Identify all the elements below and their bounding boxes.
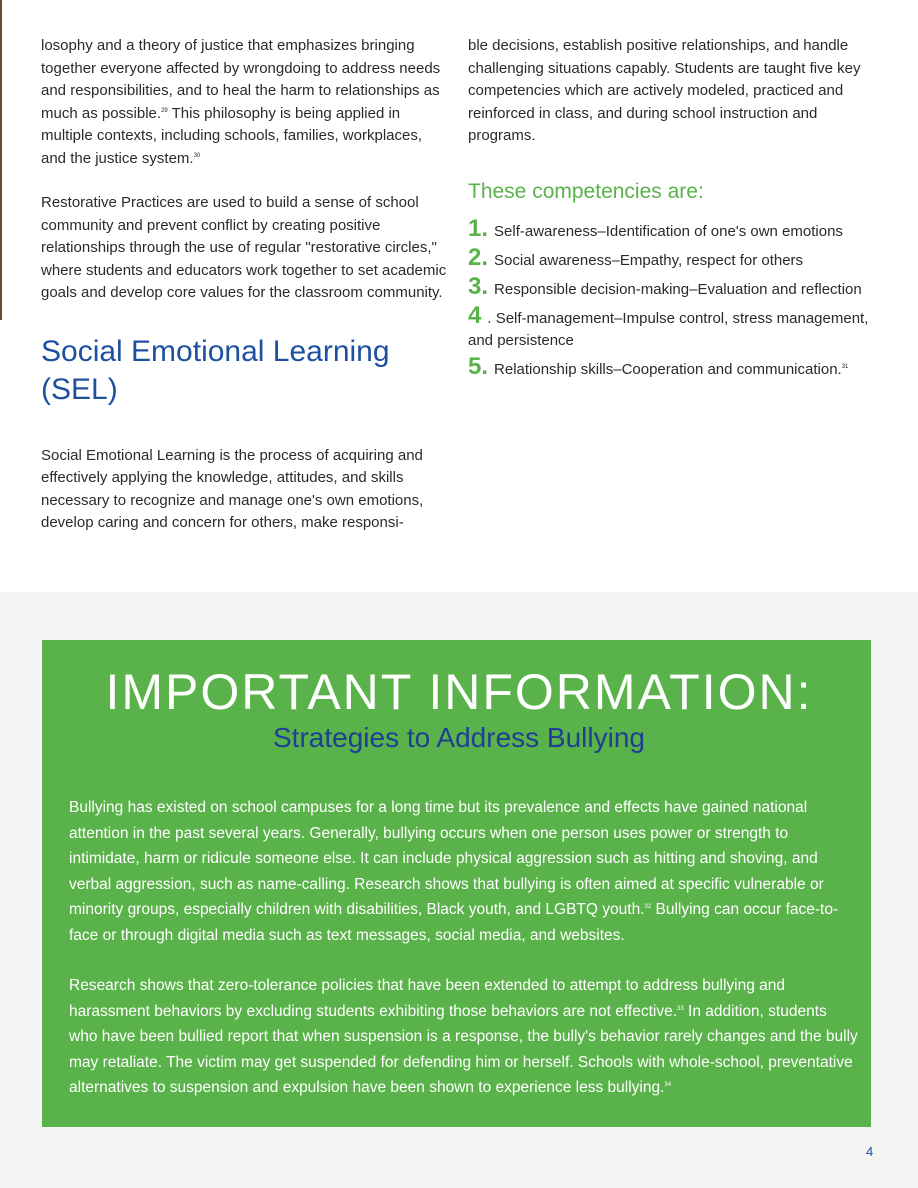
bullying-paragraph: Bullying has existed on school campuses for a long time but its prevalence and effects have gained national attention in the past several years. Generally, bullying occurs when one person uses power or strength to intimidate, harm or ridicule someone else. It can include physical aggression such as hitting and shoving, and verbal aggression, such as name-calling. Research shows that bullying is often aimed at specific vulnerable or minority groups, especially children with disabilities, Black youth, and LGBTQ youth.$^{32}$ Bullying can occur face-to-face or through digital media such as text messages, social media, and websites. [69, 799, 839, 944]
competencies-list [468, 214, 888, 381]
page-number: 4 [866, 1144, 874, 1159]
competencies-heading: These competencies are: [468, 179, 704, 203]
important-info-body [69, 795, 859, 1101]
competency-item: 1. Self-awareness–Identification of one's own emotions [468, 214, 843, 242]
sel-paragraph: Social Emotional Learning is the process of acquiring and effectively applying the knowledge, attitudes, and skills necessary to recognize and manage one's own emotions, develop caring and concern for others, make responsi- [41, 446, 424, 531]
important-info-subtitle: Strategies to Address Bullying [273, 722, 645, 753]
restorative-justice-paragraph: losophy and a theory of justice that emphasizes bringing together everyone affected by wrongdoing to address needs and responsibilities, and to heal the harm to relationships as much as possible.$^{29}$ This philosophy is being applied in multiple contexts, including schools, families, workplaces, and the justice system.$^{30}$ [41, 37, 441, 167]
sel-heading: Social Emotional Learning (SEL) [41, 334, 390, 406]
margin-rule [0, 0, 2, 320]
restorative-practices-paragraph: Restorative Practices are used to build a sense of school community and prevent conflict by creating positive relationships through the use of regular "restorative circles," where students and educators work together to set academic goals and develop core values for the classroom community. [41, 194, 447, 301]
left-column [41, 35, 451, 535]
competency-item: 2. Social awareness–Empathy, respect for others [468, 243, 804, 271]
right-column [468, 35, 888, 385]
zero-tolerance-paragraph: Research shows that zero-tolerance policies that have been extended to attempt to address bullying and harassment behaviors by excluding students exhibiting those behaviors are not effective.$^{33}$ In addition, students who have been bullied report that when suspension is a response, the bully's behavior rarely changes and the bully may retaliate. The victim may get suspended for defending him or herself. Schools with whole-school, preventative alternatives to suspension and expulsion have been shown to experience less bullying.$^{34}$ [69, 977, 858, 1096]
important-info-title: IMPORTANT INFORMATION: [105, 664, 813, 720]
sel-continuation-paragraph: ble decisions, establish positive relationships, and handle challenging situations capably. Students are taught five key competencies which are actively modeled, practiced and reinforced in class, and during school instruction and programs. [468, 37, 861, 144]
competency-item: 5. Relationship skills–Cooperation and communication.$^{31}$ [468, 352, 849, 380]
competency-item: 3. Responsible decision-making–Evaluation and reflection [468, 272, 862, 300]
competency-item: 4 . Self-management–Impulse control, stress management, and persistence [468, 301, 869, 349]
